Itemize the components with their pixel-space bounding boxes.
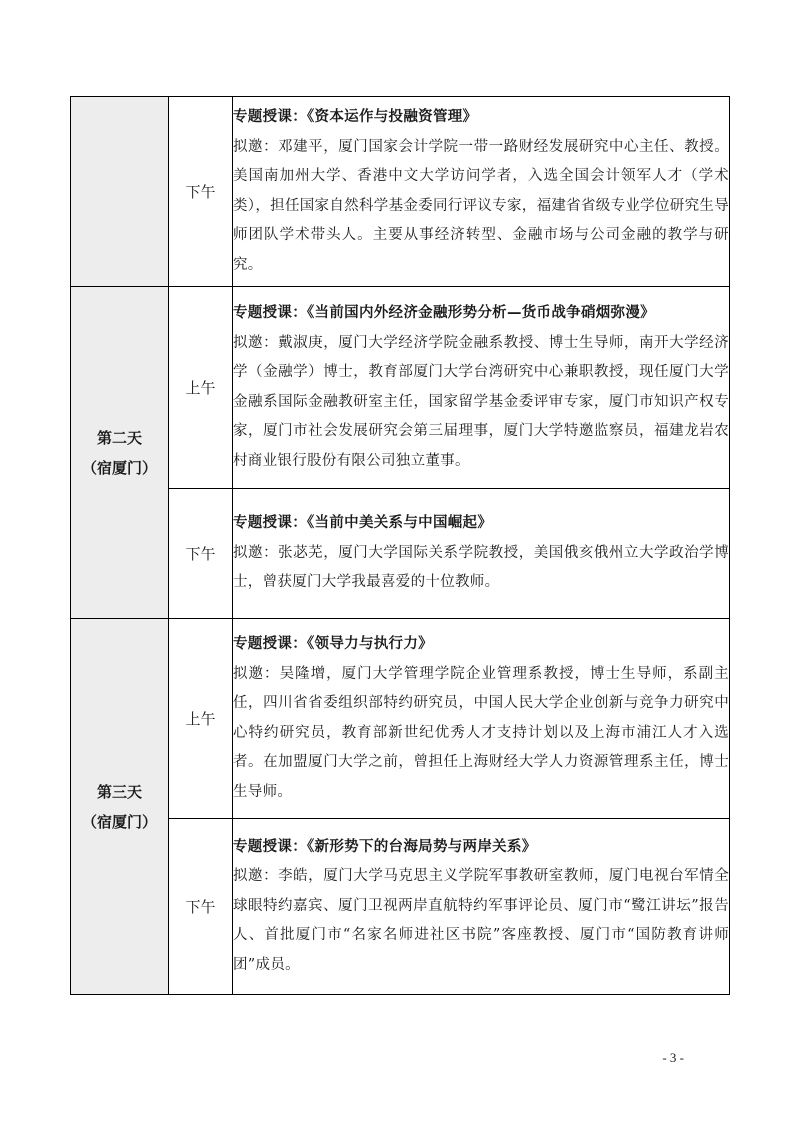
content-cell (233, 489, 730, 619)
schedule-table (70, 96, 730, 995)
topic-title: 专题授课：《新形势下的台海局势与两岸关系》 (233, 838, 537, 855)
page-number: - 3 - (662, 1050, 684, 1065)
day-label: 第三天 (96, 782, 142, 801)
topic-title: 专题授课：《领导力与执行力》 (233, 636, 433, 652)
content-cell (233, 97, 730, 287)
table-row (71, 489, 730, 619)
lecturer-description: 拟邀：戴淑庚，厦门大学经济学院金融系教授、博士生导师，南开大学经济学（金融学）博士，教育部厦门大学台湾研究中心兼职教授，现任厦门大学金融系国际金融教研室主任，国家留学基金委评审专家，厦门市知识产权专家，厦门市社会发展研究会第三届理事，厦门大学特邀监察员，福建龙岩农村商业银行股份有限公司独立董事。 (233, 334, 729, 469)
time-cell: 下午 (169, 489, 233, 619)
day-cell (71, 619, 169, 995)
table-row (71, 97, 730, 287)
lecturer-description: 拟邀：吴隆增，厦门大学管理学院企业管理系教授，博士生导师，系副主任，四川省省委组织部特约研究员，中国人民大学企业创新与竞争力研究中心特约研究员，教育部新世纪优秀人才支持计划以及上海市浦江人才入选者。在加盟厦门大学之前，曾担任上海财经大学人力资源管理系主任，博士生导师。 (233, 665, 729, 800)
lecturer-description: 拟邀：李皓，厦门大学马克思主义学院军事教研室教师，厦门电视台军情全球眼特约嘉宾、厦门卫视两岸直航特约军事评论员、厦门市“鹭江讲坛”报告人、首批厦门市“名家名师进社区书院”客座教授、厦门市“国防教育讲师团”成员。 (233, 868, 729, 973)
time-cell: 下午 (169, 819, 233, 995)
content-cell (233, 619, 730, 819)
time-cell: 上午 (169, 619, 233, 819)
time-cell: 上午 (169, 287, 233, 489)
topic-title: 专题授课：《当前中美关系与中国崛起》 (233, 515, 493, 532)
day-label: 第二天 (96, 428, 142, 447)
content-cell (233, 287, 730, 489)
content-cell (233, 819, 730, 995)
table-row (71, 819, 730, 995)
lecturer-description: 拟邀：邓建平，厦门国家会计学院一带一路财经发展研究中心主任、教授。美国南加州大学、香港中文大学访问学者，入选全国会计领军人才（学术类），担任国家自然科学基金委同行评议专家，福建省省级专业学位研究生导师团队学术带头人。主要从事经济转型、金融市场与公司金融的教学与研究。 (233, 138, 729, 273)
lecturer-description: 拟邀：张苾芜，厦门大学国际关系学院教授，美国俄亥俄州立大学政治学博士，曾获厦门大学我最喜爱的十位教师。 (233, 544, 729, 591)
table-row (71, 287, 730, 489)
time-cell: 下午 (169, 97, 233, 287)
lodging-label: （宿厦门） (81, 458, 157, 477)
day-cell (71, 97, 169, 287)
topic-title: 专题授课：《资本运作与投融资管理》 (233, 109, 478, 125)
lodging-label: （宿厦门） (81, 812, 157, 831)
topic-title: 专题授课：《当前国内外经济金融形势分析—货币战争硝烟弥漫》 (233, 305, 655, 321)
day-cell (71, 287, 169, 619)
table-row (71, 619, 730, 819)
